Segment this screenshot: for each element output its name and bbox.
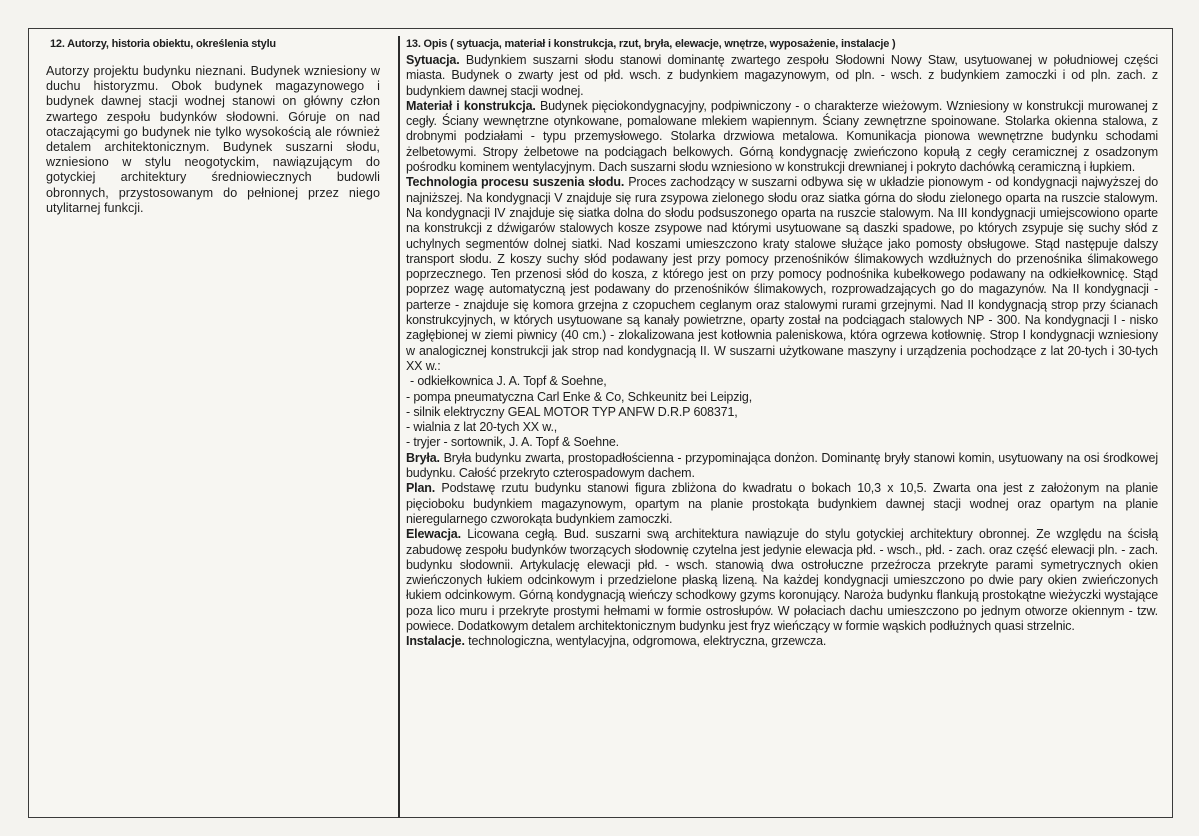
list-item: - pompa pneumatyczna Carl Enke & Co, Schkeunitz bei Leipzig,	[406, 389, 753, 404]
paragraph-elewacja	[406, 527, 1158, 634]
lead-bryla: Bryła.	[406, 450, 440, 465]
paragraph-instalacje	[406, 634, 1158, 649]
text-bryla: Bryła budynku zwarta, prostopadłościenna - przypominająca donżon. Dominantę bryły stanowi komin, usytuowany na osi środkowej budynku. Całość przekryto czterospadowym dachem.	[406, 450, 1158, 481]
lead-elewacja: Elewacja.	[406, 527, 461, 542]
list-item: - tryjer - sortownik, J. A. Topf & Soehne.	[406, 435, 620, 450]
section-13	[406, 38, 1158, 650]
section-13-body	[406, 53, 1158, 650]
paragraph-material	[406, 99, 1158, 175]
text-plan: Podstawę rzutu budynku stanowi figura zbliżona do kwadratu o bokach 10,3 x 10,5. Zwarta ona jest z założonym na planie pięcioboku budynkiem magazynowym, opartym na planie prostokąta budynkiem dawnej stacji wodnej oraz opartym na planie nieregularnego czworokąta budynkiem zamoczki.	[406, 481, 1158, 526]
text-sytuacja: Budynkiem suszarni słodu stanowi dominantę zwartego zespołu Słodowni Nowy Staw, usytuowanej w południowej części miasta. Budynek o zwarty jest od płd. wsch. z budynkiem magazynowym, od pln. - wsch. z budynkiem zamoczki i od pln. zach. z budynkiem dawnej stacji wodnej.	[406, 53, 1158, 98]
lead-sytuacja: Sytuacja.	[406, 53, 460, 67]
list-item: - odkiełkownica J. A. Topf & Soehne,	[410, 374, 607, 389]
lead-technologia: Technologia procesu suszenia słodu.	[406, 175, 625, 190]
text-instalacje: technologiczna, wentylacyjna, odgromowa, elektryczna, grzewcza.	[464, 634, 827, 649]
section-12	[46, 38, 380, 216]
text-technologia: Proces zachodzący w suszarni odbywa się w układzie pionowym - od kondygnacji najwyższej do najniższej. Na kondygnacji V znajduje się rura zsypowa zielonego słodu oraz siatka górna do słodu zielonego oparta na ruszcie stalowym. Na kondygnacji IV znajduje się siatka dolna do słodu podsuszonego oparta na ruszcie stalowym. Na III kondygnacji umiejscowiono oparte na konstrukcji z dźwigarów stalowych kosze zsypowe nad którymi usytuowane są daszki spadowe, po których zsypuje się suchy słód z uchylnych segmentów dolnej siatki. Nad koszami umieszczono kraty stalowe służące jako pomosty obsługowe. Stąd następuje dalszy transport słodu. Z koszy suchy słód podawany jest przy pomocy przenośników ślimakowych wzdłużnych do przenośnika ślimakowego poprzecznego. Ten przenosi słód do kosza, z którego jest on przy pomocy podnośnika kubełkowego podawany na odkiełkownicę. Stąd poprzez wagę automatyczną jest podawany do przenośników ślimakowych, rozprowadzających go do magazynów. Na II kondygnacji - parterze - znajduje się komora grzejna z czopuchem ceglanym oraz stalowymi rurami grzejnymi. Nad II kondygnacją strop przy ścianach konstrukcyjnych, w których usytuowane są kanały powietrzne, oparty został na podciągach stalowych NP - 300. Na kondygnacji I - nisko zagłębionej w ziemi piwnicy (40 cm.) - zlokalizowana jest kotłownia paleniskowa, która ogrzewa kotłownię. Strop I kondygnacji wzniesiony w analogicznej konstrukcji jak strop nad kondygnacją II. W suszarni użytkowane maszyny i urządzenia pochodzące z lat 20-tych i 30-tych XX w.:	[406, 175, 1158, 373]
text-elewacja: Licowana cegłą. Bud. suszarni swą architektura nawiązuje do stylu gotyckiej architektury obronnej. Ze względu na ścisłą zabudowę zespołu budynków tworzących słodownię czytelna jest jedynie elewacja płd. - wsch., płd. - zach. oraz część elewacji pln. - zach. budynku słodownii. Artykulację elewacji płd. - wsch. stanowią dwa ostrołuczne przeźrocza przekryte parami symetrycznych okien zwieńczonych łukiem odcinkowym i przedzielone płaską lizeną. Na każdej kondygnacji umieszczono po dwie pary okien zwieńczonych łukiem odcinkowym. Górną kondygnacją wieńczy schodkowy gzyms koronujący. Naroża budynku flankują prostokątne wieżyczki wystające poza lico muru i przekryte prostymi hełmami w formie ostrosłupów. W połaciach dachu umieszczono po jednym otworze okiennym - tzw. powiece. Dodatkowym detalem architektonicznym budynku jest fryz wieńczący w formie wąskich podłużnych quasi strzelnic.	[406, 527, 1158, 633]
paragraph-plan	[406, 481, 1158, 527]
paragraph-sytuacja	[406, 53, 1158, 99]
text-material: Budynek pięciokondygnacyjny, podpiwniczony - o charakterze wieżowym. Wzniesiony w konstrukcji murowanej z cegły. Ściany wewnętrzne otynkowane, pomalowane mlekiem wapiennym. Ściany zewnętrzne spoinowane. Stolarka okienna stalowa, z drobnymi podziałami - typu przemysłowego. Stolarka drzwiowa metalowa. Komunikacja pionowa wewnętrzne budynku schodami żelbetowymi. Stropy żelbetowe na podciągach belkowych. Górną kondygnację zwieńczono kopułą z cegły ceramicznej z osadzonym pośrodku kominem wentylacyjnym. Dach suszarni słodu wzniesiono w konstrukcji drewnianej i pokryto dachówką ceramiczną i łupkiem.	[406, 98, 1158, 175]
section-12-title: 12. Autorzy, historia obiektu, określenia stylu	[50, 38, 276, 50]
list-item: - wialnia z lat 20-tych XX w.,	[406, 420, 558, 435]
lead-material: Materiał i konstrukcja.	[406, 98, 536, 113]
section-13-title: 13. Opis ( sytuacja, materiał i konstrukcja, rzut, bryła, elewacje, wnętrze, wyposażenie, instalacje )	[406, 38, 896, 50]
lead-plan: Plan.	[406, 481, 436, 496]
section-12-text: Autorzy projektu budynku nieznani. Budynek wzniesiony w duchu historyzmu. Obok budynek magazynowego i budynek dawnej stacji wodnej stanowi on główny człon zwartego zespołu budynków słodowni. Góruje on nad otaczającymi go budynek nie tylko wysokością ale również detalem architektonicznym. Budynek suszarni słodu, wzniesiono w stylu neogotyckim, nawiązującym do gotyckiej architektury średniowiecznych budowli obronnych, przystosowanym do pełnionej przez niego utylitarnej funkcji.	[46, 64, 380, 215]
paragraph-technologia	[406, 175, 1158, 374]
list-item: - silnik elektryczny GEAL MOTOR TYP ANFW D.R.P 608371,	[406, 404, 738, 419]
column-divider	[398, 36, 400, 818]
paragraph-bryla	[406, 451, 1158, 482]
lead-instalacje: Instalacje.	[406, 634, 465, 649]
